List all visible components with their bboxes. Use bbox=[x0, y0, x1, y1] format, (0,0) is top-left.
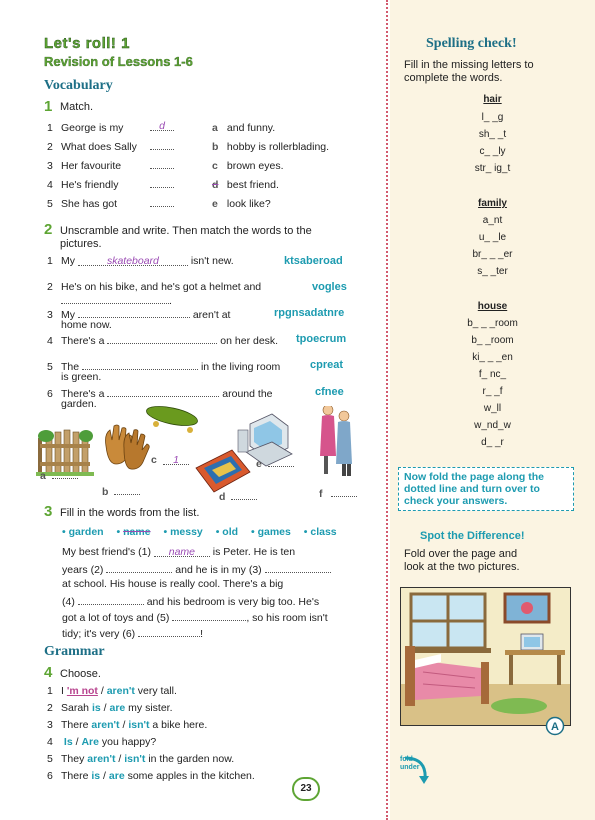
grammar-option[interactable]: aren't bbox=[91, 719, 120, 731]
page-number: 23 bbox=[292, 777, 320, 801]
match-option: b hobby is rollerblading. bbox=[212, 141, 330, 153]
spelling-word[interactable]: ki_ _ _en bbox=[472, 352, 513, 363]
picture-label-badge bbox=[545, 716, 565, 736]
spelling-word[interactable]: a_nt bbox=[482, 215, 503, 226]
unit-title: Let's roll! 1 bbox=[44, 35, 130, 52]
unscramble-row-cont: home now. bbox=[61, 319, 112, 331]
vocabulary-heading: Vocabulary bbox=[44, 78, 113, 93]
unscramble-row-cont: . bbox=[61, 293, 172, 308]
spot-difference-picture bbox=[400, 587, 571, 726]
cloze-blank-6[interactable] bbox=[138, 626, 200, 637]
spelling-word[interactable]: w_ll bbox=[483, 403, 502, 414]
scrambled-word: rpgnsadatnre bbox=[274, 307, 345, 319]
match-answer-4[interactable] bbox=[150, 177, 174, 192]
grammar-item-4: 4 Is / Are you happy? bbox=[47, 736, 157, 748]
grammar-item-6: 6 There is / are some apples in the kitchen. bbox=[47, 770, 255, 782]
spelling-word[interactable]: d_ _r bbox=[481, 437, 504, 448]
match-option: c brown eyes. bbox=[212, 160, 284, 172]
picture-label-d: d bbox=[219, 489, 257, 504]
spelling-word[interactable]: b_ _room bbox=[471, 335, 514, 346]
match-option: d best friend. bbox=[212, 179, 279, 191]
spelling-word[interactable]: br_ _ _er bbox=[472, 249, 513, 260]
spelling-word[interactable]: c_ _ly bbox=[479, 146, 506, 157]
word-bank-item: • garden bbox=[62, 526, 104, 538]
unscramble-answer-3[interactable] bbox=[78, 307, 190, 318]
word-bank-item: • class bbox=[303, 526, 337, 538]
cloze-line-1: My best friend's (1) name is Peter. He is ten bbox=[62, 546, 296, 558]
grammar-option[interactable]: Is bbox=[63, 736, 73, 748]
cloze-blank-5[interactable] bbox=[172, 610, 246, 621]
match-row: 2 What does Sally bbox=[47, 141, 137, 153]
group-heading-house: house bbox=[477, 301, 508, 312]
picture-answer-c[interactable]: 1 bbox=[163, 454, 189, 465]
group-heading-family: family bbox=[478, 198, 507, 209]
grammar-item-5: 5 They aren't / isn't in the garden now. bbox=[47, 753, 235, 765]
exercise-2-number: 2 bbox=[44, 221, 53, 238]
unscramble-row: 4 There's a on her desk. bbox=[47, 335, 279, 347]
cloze-blank-3[interactable] bbox=[265, 562, 331, 573]
picture-answer-b[interactable] bbox=[114, 484, 140, 495]
spot-instruction-2: look at the two pictures. bbox=[404, 561, 520, 573]
fold-under-label: fold under bbox=[400, 756, 420, 771]
grammar-option[interactable]: are bbox=[108, 770, 125, 782]
unscramble-row: 2 He's on his bike, and he's got a helmet and bbox=[47, 281, 262, 293]
spot-difference-title: Spot the Difference! bbox=[420, 530, 525, 542]
grammar-option[interactable]: is bbox=[91, 770, 101, 782]
exercise-1-instruction: Match. bbox=[60, 101, 94, 113]
grammar-option[interactable]: aren't bbox=[106, 685, 135, 697]
spelling-instruction-1: Fill in the missing letters to bbox=[404, 59, 534, 71]
unit-subtitle: Revision of Lessons 1-6 bbox=[44, 54, 193, 69]
scrambled-word: ktsaberoad bbox=[284, 255, 343, 267]
cloze-blank-4[interactable] bbox=[78, 594, 144, 605]
spelling-word[interactable]: w_nd_w bbox=[474, 420, 511, 431]
match-answer-5[interactable] bbox=[150, 196, 174, 211]
match-option: e look like? bbox=[212, 198, 271, 210]
picture-label-f: f bbox=[319, 486, 357, 501]
match-row: 1 George is my bbox=[47, 122, 124, 134]
grammar-option[interactable]: aren't bbox=[87, 753, 116, 765]
match-answer-2[interactable] bbox=[150, 139, 174, 154]
unscramble-answer-4[interactable] bbox=[107, 333, 217, 344]
exercise-3-instruction: Fill in the words from the list. bbox=[60, 507, 200, 519]
grammar-item-2: 2 Sarah is / are my sister. bbox=[47, 702, 173, 714]
picture-answer-a[interactable] bbox=[52, 468, 78, 479]
cloze-line-2: years (2) and he is in my (3) bbox=[62, 562, 331, 577]
bedroom-illustration bbox=[401, 588, 570, 725]
match-answer-1[interactable]: d bbox=[150, 120, 174, 133]
cloze-blank-2[interactable] bbox=[106, 562, 172, 573]
unscramble-row-cont: is green. bbox=[61, 371, 102, 383]
picture-label-a: a bbox=[40, 468, 78, 483]
spelling-word[interactable]: s_ _ter bbox=[477, 266, 508, 277]
match-row: 5 She has got bbox=[47, 198, 118, 210]
match-row: 4 He's friendly bbox=[47, 179, 119, 191]
parents-picture bbox=[320, 406, 352, 476]
unscramble-answer-6[interactable] bbox=[107, 386, 219, 397]
match-option: a and funny. bbox=[212, 122, 276, 134]
unscramble-row-cont: garden. bbox=[61, 398, 97, 410]
grammar-option[interactable]: isn't bbox=[124, 753, 146, 765]
spelling-word[interactable]: sh_ _t bbox=[478, 129, 507, 140]
carpet-picture bbox=[196, 450, 250, 492]
cloze-blank-1[interactable]: name bbox=[154, 546, 210, 557]
spelling-word[interactable]: r_ _f bbox=[482, 386, 503, 397]
grammar-item-3: 3 There aren't / isn't a bike here. bbox=[47, 719, 208, 731]
picture-label-e: e bbox=[256, 456, 294, 471]
spelling-title: Spelling check! bbox=[426, 36, 517, 51]
unscramble-answer-5[interactable] bbox=[82, 359, 198, 370]
spelling-word[interactable]: str_ ig_t bbox=[474, 163, 511, 174]
fold-instruction-box: Now fold the page along the dotted line and turn over to check your answers. bbox=[398, 467, 574, 511]
unscramble-answer-1[interactable]: skateboard bbox=[78, 255, 188, 266]
spelling-instruction-2: complete the words. bbox=[404, 72, 503, 84]
unscramble-row: 3 My aren't at bbox=[47, 309, 231, 321]
picture-answer-f[interactable] bbox=[331, 486, 357, 497]
word-bank-item: • messy bbox=[163, 526, 203, 538]
cloze-line-4: (4) and his bedroom is very big too. He's bbox=[62, 596, 320, 608]
scrambled-word: cfnee bbox=[315, 386, 344, 398]
exercise-4-instruction: Choose. bbox=[60, 668, 101, 680]
grammar-option[interactable]: 'm not bbox=[66, 685, 98, 697]
word-bank-item: • name bbox=[116, 526, 151, 538]
skateboard-picture bbox=[145, 406, 199, 433]
fold-line bbox=[386, 0, 388, 820]
match-row: 3 Her favourite bbox=[47, 160, 122, 172]
picture-label-c: c 1 bbox=[151, 454, 189, 467]
grammar-option[interactable]: isn't bbox=[128, 719, 150, 731]
group-heading-hair: hair bbox=[483, 94, 502, 105]
word-list bbox=[62, 526, 347, 538]
scrambled-word: vogles bbox=[312, 281, 347, 293]
cloze-line-3: at school. His house is really cool. There's a big bbox=[62, 578, 284, 590]
cloze-line-6: tidy; it's very (6) ! bbox=[62, 628, 204, 640]
exercise-4-number: 4 bbox=[44, 664, 53, 681]
grammar-option[interactable]: is bbox=[91, 702, 101, 714]
spelling-word[interactable]: f_ nc_ bbox=[478, 369, 507, 380]
picture-answer-d[interactable] bbox=[231, 489, 257, 500]
exercise-1-number: 1 bbox=[44, 98, 53, 115]
spelling-word[interactable]: l_ _g bbox=[481, 112, 504, 123]
grammar-heading: Grammar bbox=[44, 644, 105, 659]
grammar-option[interactable]: Are bbox=[81, 736, 99, 748]
spelling-word[interactable]: b_ _ _room bbox=[467, 318, 518, 329]
unscramble-answer-2[interactable] bbox=[61, 293, 169, 304]
picture-label-letter: A bbox=[551, 721, 559, 733]
grammar-item-1: 1 I 'm not / aren't very tall. bbox=[47, 685, 177, 697]
gloves-picture bbox=[106, 425, 150, 469]
exercise-2-instruction: Unscramble and write. Then match the words to the pictures. bbox=[60, 225, 312, 250]
spelling-word[interactable]: u_ _le bbox=[478, 232, 507, 243]
picture-label-b: b bbox=[102, 484, 140, 499]
match-answer-3[interactable] bbox=[150, 158, 174, 173]
unscramble-row: 5 The in the living room bbox=[47, 361, 281, 373]
scrambled-word: tpoecrum bbox=[296, 333, 347, 345]
cloze-line-5: got a lot of toys and (5) , so his room isn't bbox=[62, 612, 328, 624]
unscramble-row: 1 My skateboard isn't new. bbox=[47, 255, 234, 267]
grammar-option[interactable]: are bbox=[109, 702, 126, 714]
exercise-3-number: 3 bbox=[44, 503, 53, 520]
unscramble-row: 6 There's a around the bbox=[47, 388, 273, 400]
spot-instruction-1: Fold over the page and bbox=[404, 548, 518, 560]
scrambled-word: cpreat bbox=[310, 359, 344, 371]
picture-answer-e[interactable] bbox=[268, 456, 294, 467]
word-bank-item: • games bbox=[250, 526, 291, 538]
word-bank-item: • old bbox=[215, 526, 239, 538]
